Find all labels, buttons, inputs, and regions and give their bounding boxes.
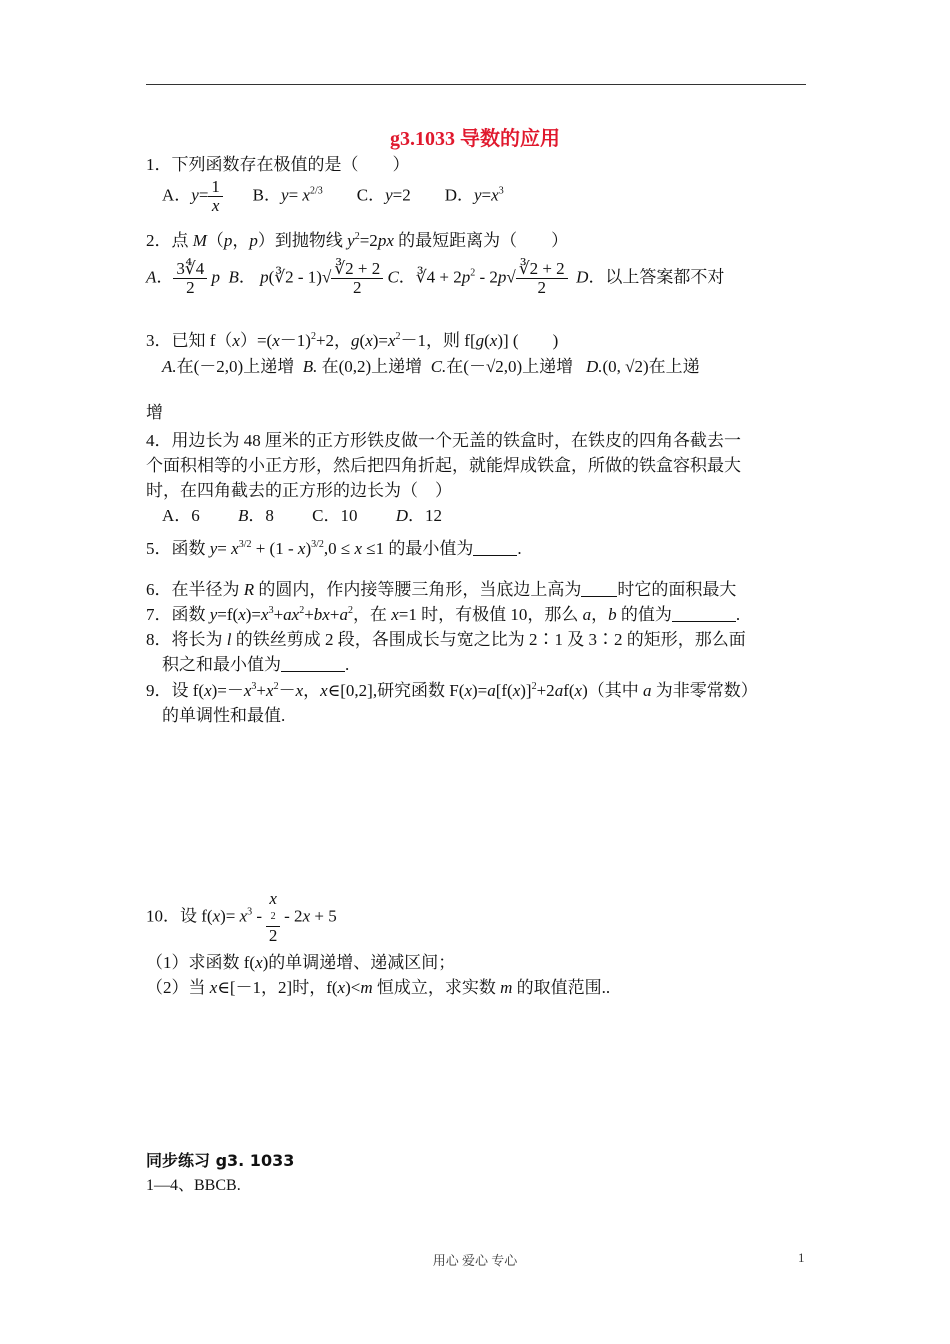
q10-part1: （1）求函数 f(x)的单调递增、递减区间；: [146, 953, 456, 972]
q7: 7．函数 $y=f(x)=x^3+ax^2+bx+a^2$，在 x=1 时，有极值 10，那么 a，b 的值为 .: [146, 605, 741, 624]
q1-stem: 1．下列函数存在极值的是（ ）: [146, 155, 410, 174]
q10-part2: （2）当 x∈[－1，2]时，f(x)<m 恒成立，求实数 m 的取值范围..: [146, 978, 611, 997]
q2-options: A． $\frac{3∜4}{2}$ p B． p(∛2 - 1)√ $\frac{∛2 + 2}{2}$ C．∛4 + $2p^2 - 2p√$ $\frac{∛2 + 2}{2}$ D．以上答案都不对: [146, 259, 725, 297]
q3-options: A.在(－2,0)上递增 B. 在(0,2)上递增 C.在(－√2,0)上递增 D.(0, √2)在上递: [162, 357, 700, 376]
q10-stem: 10．设 $f(x)= x^3$ - x 2 2 - 2x + 5: [146, 889, 337, 945]
q3-continuation: 增: [146, 403, 163, 422]
q4-line3: 时，在四角截去的正方形的边长为（ ）: [146, 481, 452, 500]
q8-line2: 积之和最小值为 .: [162, 655, 350, 674]
q2-stem: 2．点 M（p，p）到抛物线 $y^2=2px$ 的最短距离为（ ）: [146, 231, 569, 250]
q6: 6．在半径为 R 的圆内，作内接等腰三角形，当底边上高为 时它的面积最大: [146, 580, 737, 599]
q1-options: A．y= $\frac{1}{x}$ B．$y= x^{2/3}$ C．y=2 D．$y=x^3$: [162, 177, 504, 215]
answers-text: 1—4、BBCB.: [146, 1177, 241, 1194]
header-rule: [146, 84, 806, 85]
q5: 5．函数 $y= x^{3/2} + (1 - x)^{3/2},0 \le x \le 1$ 的最小值为 .: [146, 539, 522, 558]
page-title: g3.1033 导数的应用: [390, 128, 560, 150]
q4-line2: 个面积相等的小正方形，然后把四角折起，就能焊成铁盒，所做的铁盒容积最大: [146, 456, 741, 475]
q8-line1: 8．将长为 l 的铁丝剪成 2 段，各围成长与宽之比为 2∶1 及 3∶2 的矩形，那么面: [146, 630, 746, 649]
q9-line2: 的单调性和最值.: [162, 706, 286, 725]
answers-heading: 同步练习 g3. 1033: [146, 1151, 295, 1170]
q4-line1: 4．用边长为 48 厘米的正方形铁皮做一个无盖的铁盒时，在铁皮的四角各截去一: [146, 431, 741, 450]
q4-options: A．6 B．8 C．10 D．12: [162, 506, 443, 525]
q9-line1: 9．设 $f(x)=-x^3+x^2-x$，x∈[0,2],研究函数 $F(x)=a[f(x)]^2+2af(x)$（其中 a 为非零常数）: [146, 681, 758, 700]
q3-stem: 3．已知 $f(x)=(x-1)^2+2$，$g(x)=x^2-1$，则 f[g(x)] ( ): [146, 331, 559, 350]
page-number: 1: [798, 1250, 805, 1265]
page-footer: 用心 爱心 专心: [432, 1253, 518, 1268]
